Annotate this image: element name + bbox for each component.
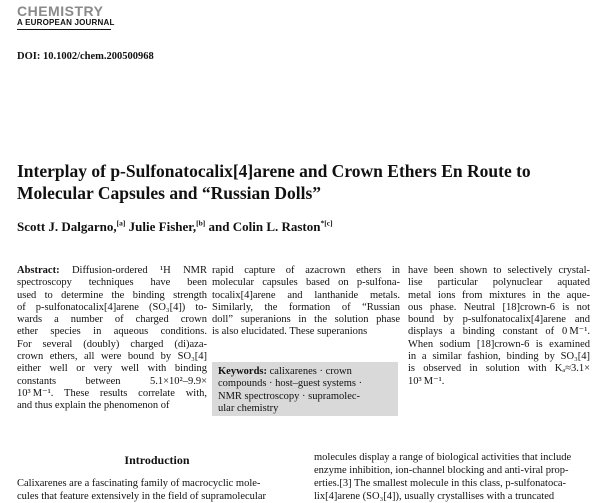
abstract-column-2 <box>212 265 400 339</box>
author-name: Julie Fisher, <box>128 219 197 234</box>
title-line-2: Molecular Capsules and “Russian Dolls” <box>17 183 322 203</box>
body-line: enzyme inhibition, ion-channel blocking and anti-viral prop- <box>314 465 569 476</box>
author-list <box>17 219 333 235</box>
abstract-line: doll” superanions in the solution phase <box>212 314 400 326</box>
abstract-line: is observed in solution with Kₐ≈3.1× <box>408 363 590 375</box>
abstract-line: displays a binding constant of 0 M⁻¹. <box>408 326 590 338</box>
introduction-left-column <box>17 477 297 503</box>
abstract-line: bound by p-sulfonatocalix[4]arene and <box>408 314 590 326</box>
abstract-line: rapid capture of azacrown ethers in <box>212 265 400 276</box>
body-line: lix[4]arene (SO₃[4]), usually crystallises with a truncated <box>314 491 555 502</box>
abstract-line: molecular capsules based on p-sulfona- <box>212 277 400 289</box>
abstract-line: either well or very well with binding <box>17 363 207 375</box>
abstract-line: tocalix[4]arene and lanthanide metals. <box>212 289 400 301</box>
abstract-line: 10³ M⁻¹. These results correlate with, <box>17 387 207 399</box>
keywords-box <box>212 362 398 416</box>
abstract-line: have been shown to selectively crystal- <box>408 265 590 276</box>
keywords-line: NMR spectroscopy · supramolec- <box>218 390 361 402</box>
keywords-line: ular chemistry <box>218 402 279 414</box>
keywords-line: Keywords: calixarenes · crown <box>218 366 352 377</box>
introduction-right-column <box>314 451 592 503</box>
abstract-column-1 <box>17 265 207 413</box>
author-affiliation-mark: [b] <box>196 218 206 228</box>
abstract-line: metal ions from mixtures in the aque- <box>408 289 590 301</box>
abstract-line: lise particular polynuclear aquated <box>408 277 590 289</box>
abstract-line: Similarly, the formation of “Russian <box>212 301 400 313</box>
abstract-line: used to determine the binding strength <box>17 289 207 301</box>
abstract-line: ous phase. Neutral [18]crown-6 is not <box>408 301 590 313</box>
body-line: cules that feature extensively in the field of supramolecular <box>17 491 266 502</box>
abstract-line: is also elucidated. These superanions <box>212 326 368 338</box>
doi[interactable]: DOI: 10.1002/chem.200500968 <box>17 51 154 62</box>
keywords-label: Keywords: <box>218 366 267 377</box>
abstract-column-3 <box>408 265 590 388</box>
abstract-line: wards a number of charged crown <box>17 314 207 326</box>
author-affiliation-mark: [a] <box>116 218 126 228</box>
body-line: erties.[3] The smallest molecule in this class, p-sulfonatoca- <box>314 478 567 489</box>
body-line: molecules display a range of biological activities that include <box>314 452 572 463</box>
journal-name: CHEMISTRY <box>17 3 104 19</box>
abstract-line: spectroscopy techniques have been <box>17 277 207 289</box>
abstract-line: For several (doubly) charged (di)aza- <box>17 338 207 350</box>
author-name: Scott J. Dalgarno, <box>17 219 117 234</box>
body-line: Calixarenes are a fascinating family of macrocyclic mole- <box>17 478 261 489</box>
journal-subtitle: A EUROPEAN JOURNAL <box>17 18 115 27</box>
keywords-line: compounds · host–guest systems · <box>218 378 363 390</box>
abstract-line: and thus explain the phenomenon of <box>17 400 170 412</box>
abstract-line: Abstract: Diffusion-ordered ¹H NMR <box>17 265 207 276</box>
abstract-label: Abstract: <box>17 265 60 276</box>
logo-rule <box>17 29 111 30</box>
abstract-line: constants between 5.1×10²–9.9× <box>17 375 207 387</box>
title-line-1: Interplay of p-Sulfonatocalix[4]arene and Crown Ethers En Route to <box>17 161 531 181</box>
abstract-line: crown ethers, all were bound by SO₃[4] <box>17 351 207 363</box>
abstract-line: in a similar fashion, binding by SO₃[4] <box>408 351 590 363</box>
author-name: and Colin L. Raston <box>208 219 321 234</box>
abstract-line: of p-sulfonatocalix[4]arene (SO₃[4]) to- <box>17 301 207 313</box>
author-affiliation-mark: *[c] <box>320 218 333 228</box>
abstract-line: When sodium [18]crown-6 is examined <box>408 338 590 350</box>
abstract-line: ether species in aqueous conditions. <box>17 326 207 338</box>
article-title <box>17 160 587 204</box>
section-heading-introduction: Introduction <box>124 453 190 467</box>
journal-logo <box>17 4 115 30</box>
abstract-line: 10³ M⁻¹. <box>408 375 445 387</box>
